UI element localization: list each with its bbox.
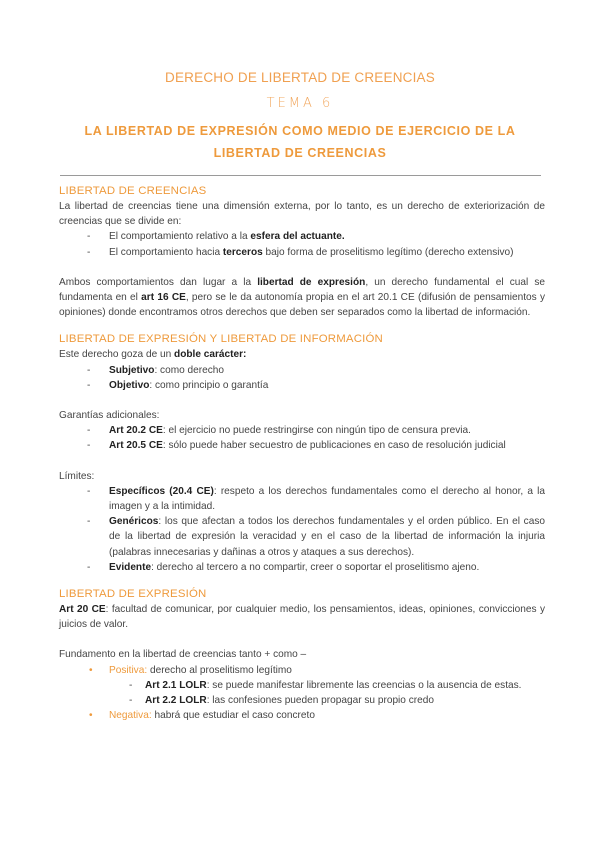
list-item: - El comportamiento relativo a la esfera del actuante. — [87, 229, 545, 244]
list-item: - El comportamiento hacia terceros bajo forma de proselitismo legítimo (derecho extensivo) — [87, 245, 545, 260]
document-body — [59, 181, 545, 723]
list — [59, 484, 545, 575]
list — [59, 663, 545, 724]
paragraph: Ambos comportamientos dan lugar a la libertad de expresión, un derecho fundamental el cual se fundamenta en el art 16 CE, pero se le da autonomía propia en el art 20.1 CE (difusión de pensamientos y opiniones) donde encontramos otros derechos que deben ser separados como la libertad de información. — [59, 276, 546, 319]
topic-number: TEMA 6 — [266, 96, 334, 111]
list-item: - Art 20.5 CE: sólo puede haber secuestro de publicaciones en caso de resolución judicial — [87, 438, 545, 453]
document-subtitle: LA LIBERTAD DE EXPRESIÓN COMO MEDIO DE EJERCICIO DE LA LIBERTAD DE CREENCIAS — [84, 124, 516, 160]
paragraph: Fundamento en la libertad de creencias tanto + como – — [59, 649, 307, 661]
list-item: - Subjetivo: como derecho — [87, 363, 545, 378]
list-item: - Art 2.1 LOLR: se puede manifestar libremente las creencias o la ausencia de estas. — [129, 678, 545, 693]
paragraph: La libertad de creencias tiene una dimensión externa, por lo tanto, es un derecho de exteriorización de creencias que se divide en: — [59, 201, 545, 228]
paragraph: Este derecho goza de un doble carácter: — [59, 349, 247, 361]
list — [59, 363, 545, 393]
list-item: - Art 20.2 CE: el ejercicio no puede restringirse con ningún tipo de censura previa. — [87, 423, 545, 438]
list-item: • Negativa: habrá que estudiar el caso concreto — [87, 708, 545, 723]
paragraph: Límites: — [59, 470, 95, 482]
paragraph: Art 20 CE: facultad de comunicar, por cualquier medio, los pensamientos, ideas, opiniones, convicciones y juicios de valor. — [59, 604, 545, 631]
list-item: - Específicos (20.4 CE): respeto a los derechos fundamentales como el derecho al honor, a la imagen y a la intimidad. — [87, 484, 545, 514]
header-divider — [60, 175, 541, 176]
section-heading-libertad-expresion: LIBERTAD DE EXPRESIÓN — [59, 588, 207, 601]
section-heading-expresion-informacion: LIBERTAD DE EXPRESIÓN Y LIBERTAD DE INFORMACIÓN — [59, 333, 383, 346]
list — [59, 423, 545, 453]
list-item: - Objetivo: como principio o garantía — [87, 378, 545, 393]
paragraph: Garantías adicionales: — [59, 410, 160, 422]
list — [59, 229, 545, 259]
list-item: - Evidente: derecho al tercero a no compartir, creer o soportar el proselitismo ajeno. — [87, 560, 545, 575]
sublist — [109, 678, 545, 708]
list-item: - Genéricos: los que afectan a todos los derechos fundamentales y el orden público. En el caso de la libertad de expresión la veracidad y en el caso de la libertad de información la injuria (palabras innecesarias y dañinas a otros y ataques a sus derechos). — [87, 514, 545, 560]
list-item: • Positiva: derecho al proselitismo legítimo - Art 2.1 LOLR: se puede manifestar libremente las creencias o la ausencia de estas. - Art 2.2 LOLR: las confesiones pueden propagar su propio credo — [87, 663, 545, 709]
document-title: DERECHO DE LIBERTAD DE CREENCIAS — [165, 70, 435, 85]
section-heading-libertad-creencias: LIBERTAD DE CREENCIAS — [59, 185, 207, 197]
list-item: - Art 2.2 LOLR: las confesiones pueden propagar su propio credo — [129, 693, 545, 708]
